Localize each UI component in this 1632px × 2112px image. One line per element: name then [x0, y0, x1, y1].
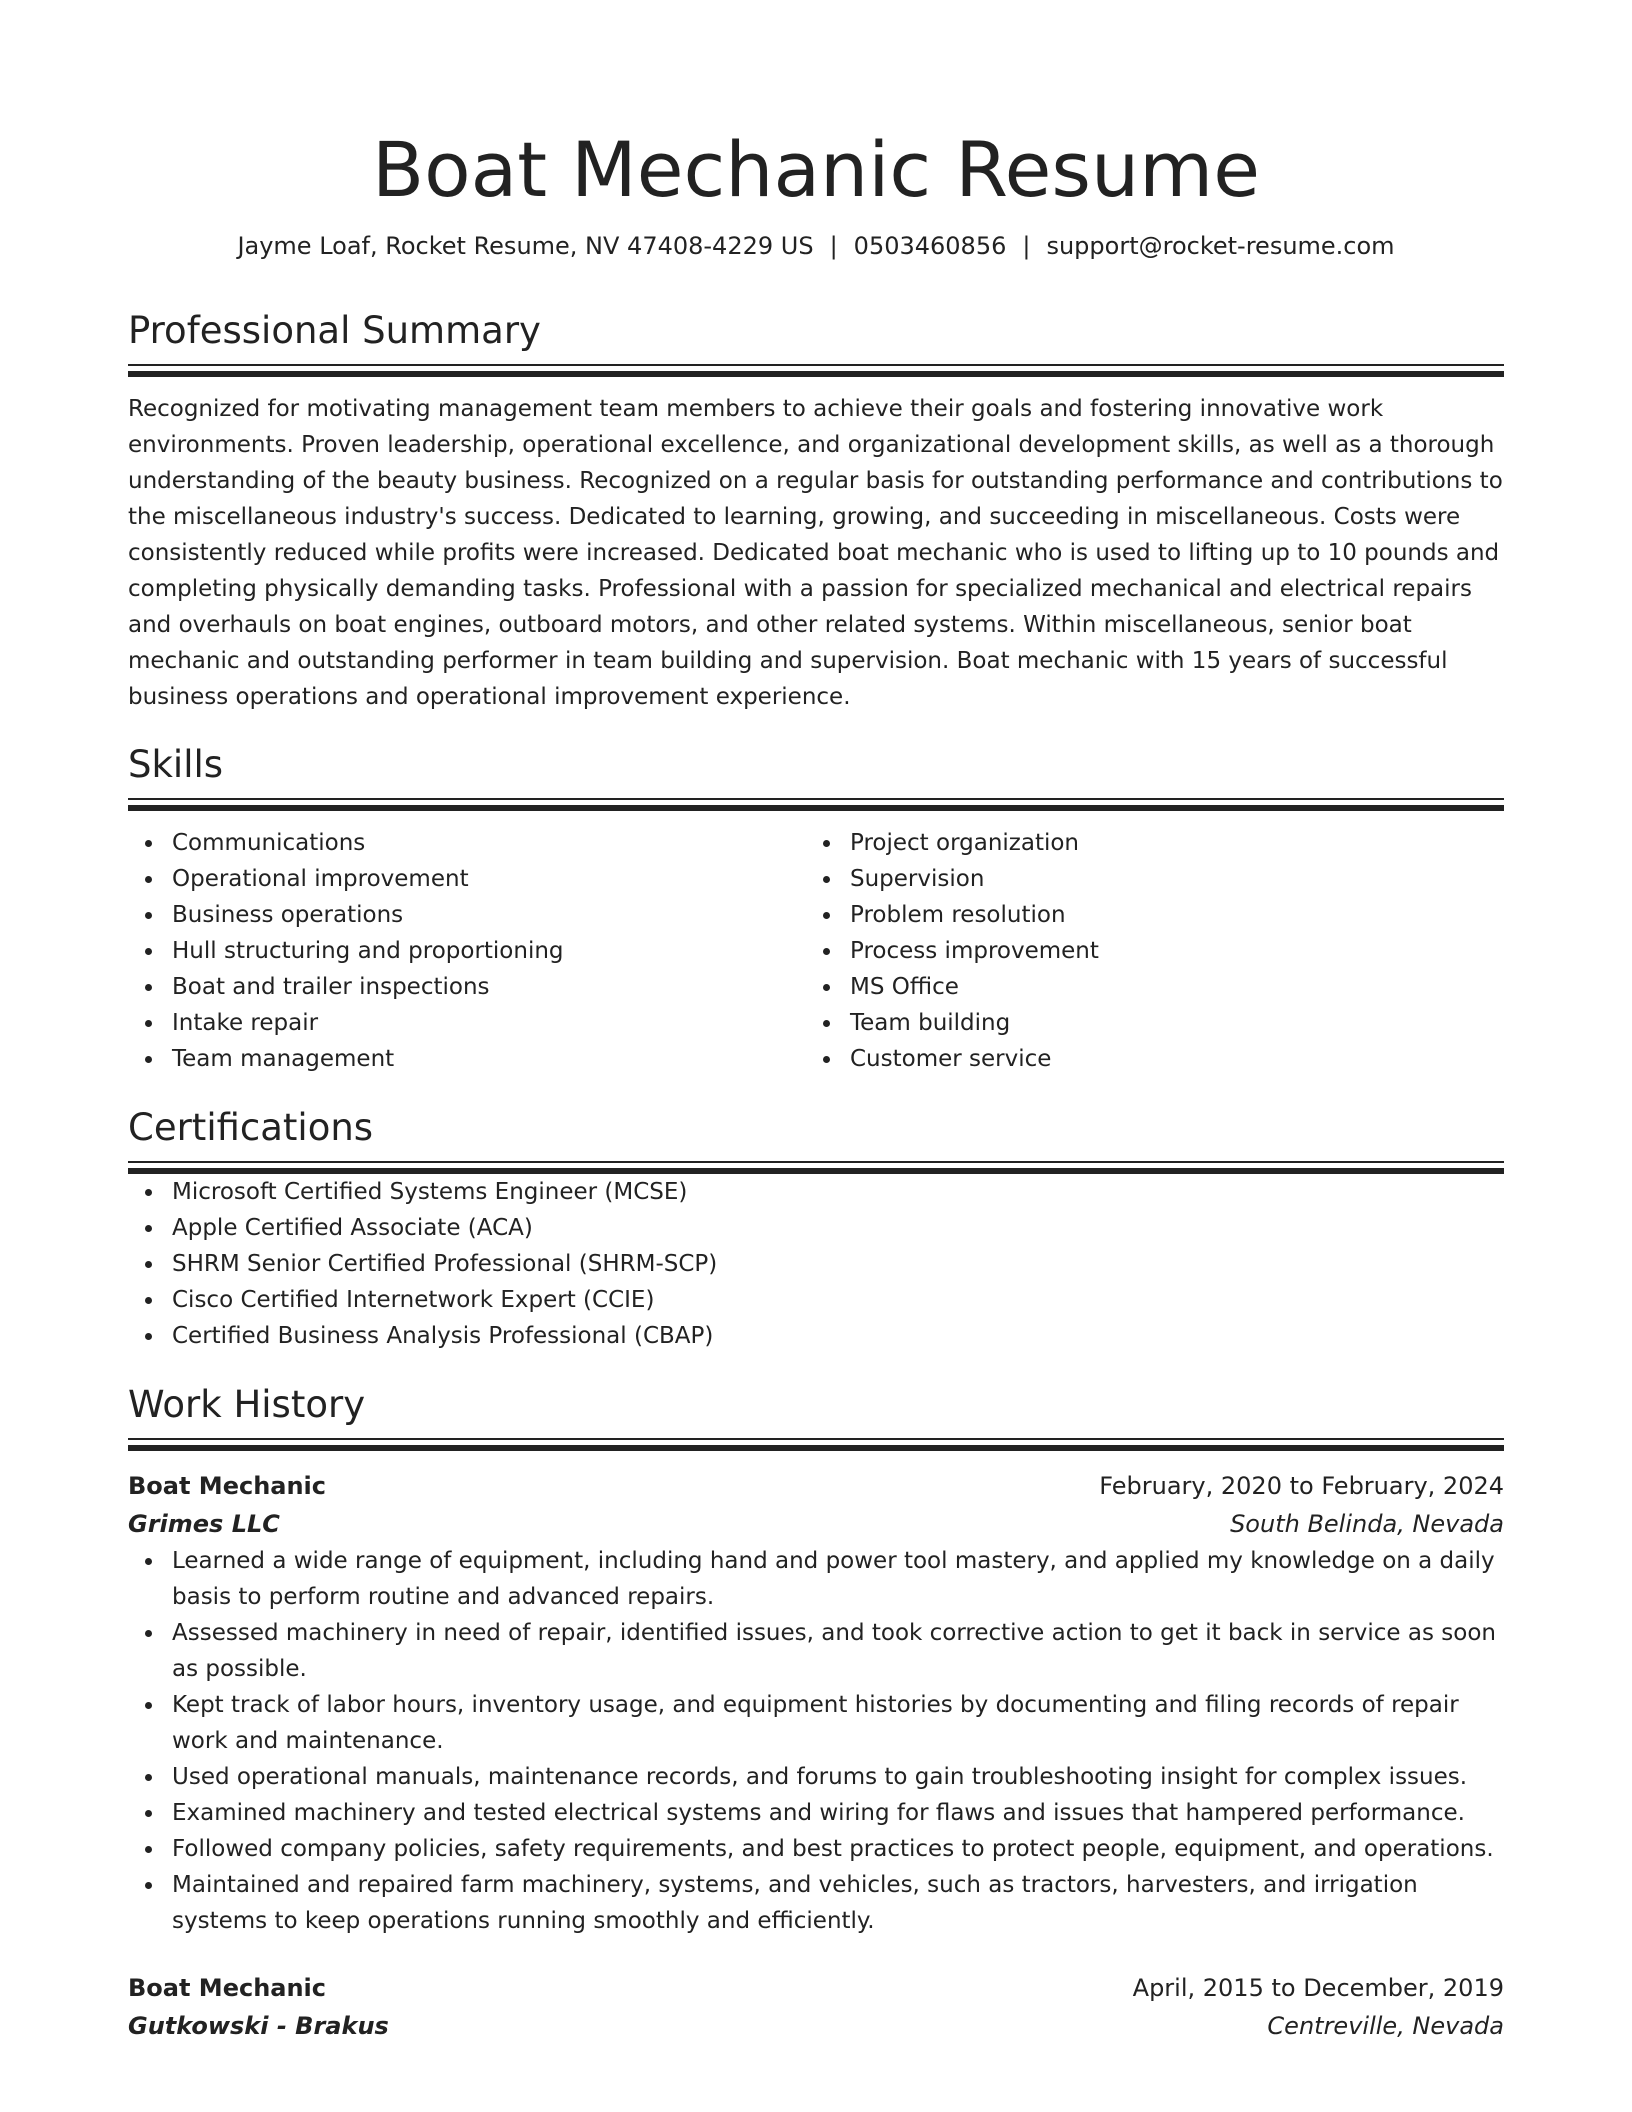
job-duty-item: Kept track of labor hours, inventory usage, and equipment histories by documenting and filing records of repair work and maintenance. [172, 1687, 1504, 1759]
job-title: Boat Mechanic [128, 1974, 327, 2002]
job-header-row [128, 1969, 1504, 2007]
skill-item: Problem resolution [850, 897, 1484, 933]
certifications-list [128, 1174, 1504, 1354]
section-divider [128, 1438, 1504, 1451]
job-location: Centreville, Nevada [1267, 2012, 1504, 2040]
section-heading-skills: Skills [128, 743, 224, 786]
skills-section [128, 742, 1504, 1077]
contact-phone: 0503460856 [853, 232, 1007, 260]
section-heading-work-history: Work History [128, 1383, 366, 1426]
contact-email: support@rocket-resume.com [1046, 232, 1395, 260]
job-duty-item: Used operational manuals, maintenance records, and forums to gain troubleshooting insight for complex issues. [172, 1759, 1504, 1795]
skill-item: Project organization [850, 825, 1484, 861]
skills-list-right [806, 825, 1484, 1077]
contact-separator: | [1022, 232, 1031, 260]
resume-title: Boat Mechanic Resume [372, 125, 1260, 214]
professional-summary-section [128, 308, 1504, 715]
section-heading-certifications: Certifications [128, 1106, 374, 1149]
job-duty-item: Learned a wide range of equipment, including hand and power tool mastery, and applied my knowledge on a daily basis to perform routine and advanced repairs. [172, 1543, 1504, 1615]
skill-item: Business operations [172, 897, 806, 933]
contact-address: Jayme Loaf, Rocket Resume, NV 47408-4229 US [237, 232, 814, 260]
contact-line [128, 230, 1504, 262]
job-subheader-row [128, 1505, 1504, 1543]
skill-item: Operational improvement [172, 861, 806, 897]
skill-item: Team building [850, 1005, 1484, 1041]
section-divider [128, 364, 1504, 377]
job-duty-item: Assessed machinery in need of repair, identified issues, and took corrective action to get it back in service as soon as possible. [172, 1615, 1504, 1687]
job-duty-item: Followed company policies, safety requirements, and best practices to protect people, equipment, and operations. [172, 1831, 1504, 1867]
job-duties-list [128, 1543, 1504, 1939]
certification-item: Microsoft Certified Systems Engineer (MCSE) [172, 1174, 1504, 1210]
skills-list-left [128, 825, 806, 1077]
certification-item: SHRM Senior Certified Professional (SHRM-SCP) [172, 1246, 1504, 1282]
skill-item: Communications [172, 825, 806, 861]
work-history-section [128, 1382, 1504, 2045]
skill-item: Boat and trailer inspections [172, 969, 806, 1005]
job-duty-item: Examined machinery and tested electrical systems and wiring for flaws and issues that hampered performance. [172, 1795, 1504, 1831]
job-header-row [128, 1467, 1504, 1505]
section-divider [128, 1161, 1504, 1174]
skills-column-left [128, 825, 806, 1077]
certification-item: Apple Certified Associate (ACA) [172, 1210, 1504, 1246]
job-duty-item: Maintained and repaired farm machinery, systems, and vehicles, such as tractors, harvesters, and irrigation systems to keep operations running smoothly and efficiently. [172, 1867, 1504, 1939]
skill-item: Hull structuring and proportioning [172, 933, 806, 969]
job-entry [128, 1467, 1504, 1939]
section-divider [128, 798, 1504, 811]
job-title: Boat Mechanic [128, 1472, 327, 1500]
certifications-section [128, 1105, 1504, 1354]
resume-page [128, 0, 1504, 2045]
skill-item: Supervision [850, 861, 1484, 897]
skill-item: MS Office [850, 969, 1484, 1005]
job-subheader-row [128, 2007, 1504, 2045]
job-dates: February, 2020 to February, 2024 [1099, 1472, 1504, 1500]
job-company: Gutkowski - Brakus [128, 2012, 389, 2040]
job-location: South Belinda, Nevada [1230, 1510, 1504, 1538]
skills-grid [128, 825, 1504, 1077]
section-heading-summary: Professional Summary [128, 309, 541, 352]
job-company: Grimes LLC [128, 1510, 280, 1538]
skill-item: Intake repair [172, 1005, 806, 1041]
job-entry [128, 1969, 1504, 2045]
job-dates: April, 2015 to December, 2019 [1132, 1974, 1504, 2002]
certification-item: Cisco Certified Internetwork Expert (CCIE) [172, 1282, 1504, 1318]
certification-item: Certified Business Analysis Professional (CBAP) [172, 1318, 1504, 1354]
contact-separator: | [829, 232, 838, 260]
skills-column-right [806, 825, 1484, 1077]
skill-item: Process improvement [850, 933, 1484, 969]
skill-item: Team management [172, 1041, 806, 1077]
skill-item: Customer service [850, 1041, 1484, 1077]
summary-text: Recognized for motivating management team members to achieve their goals and fostering innovative work environments. Proven leadership, operational excellence, and organizational development skills, as well as a thorough understanding of the beauty business. Recognized on a regular basis for outstanding performance and contributions to the miscellaneous industry's success. Dedicated to learning, growing, and succeeding in miscellaneous. Costs were consistently reduced while profits were increased. Dedicated boat mechanic who is used to lifting up to 10 pounds and completing physically demanding tasks. Professional with a passion for specialized mechanical and electrical repairs and overhauls on boat engines, outboard motors, and other related systems. Within miscellaneous, senior boat mechanic and outstanding performer in team building and supervision. Boat mechanic with 15 years of successful business operations and operational improvement experience. [128, 396, 1503, 710]
